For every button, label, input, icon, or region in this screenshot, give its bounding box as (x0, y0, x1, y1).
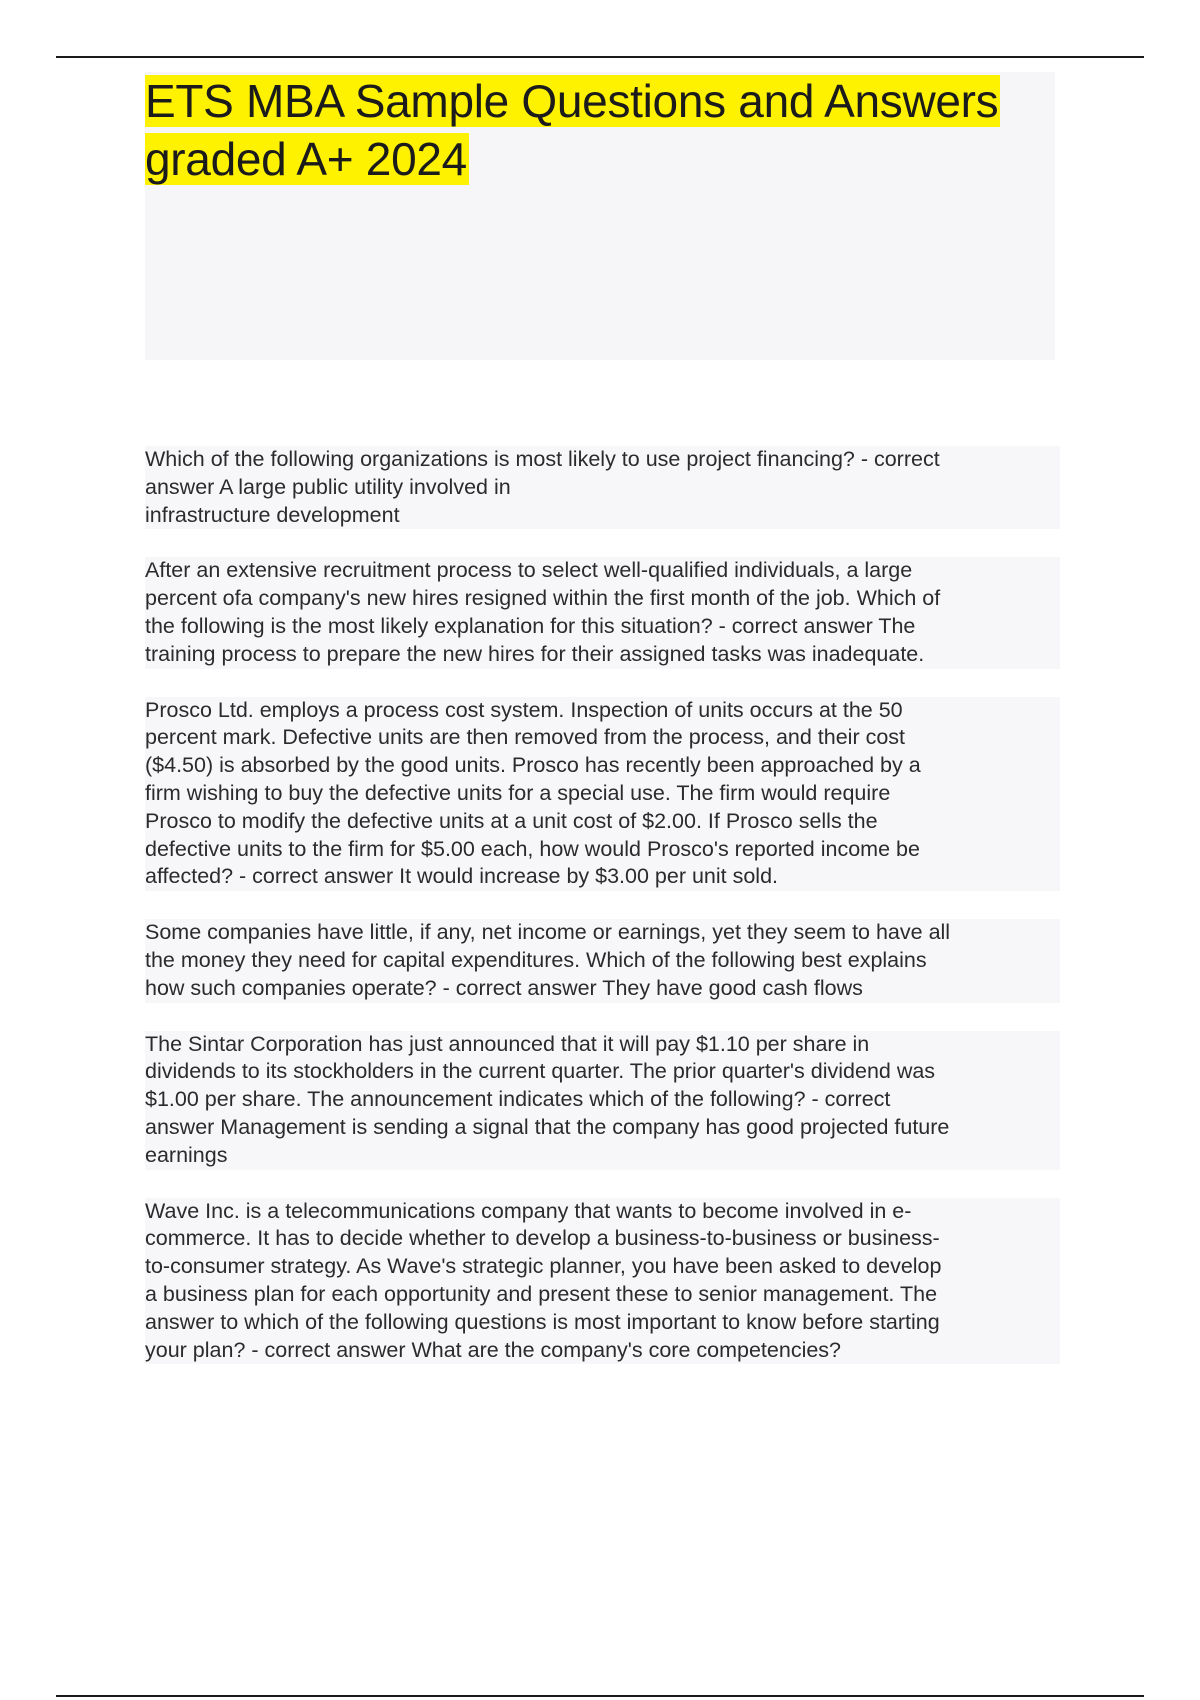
qa-line: Prosco Ltd. employs a process cost system. Inspection of units occurs at the 50 (145, 697, 903, 722)
qa-line: ($4.50) is absorbed by the good units. Prosco has recently been approached by a (145, 753, 921, 778)
qa-line: The Sintar Corporation has just announced that it will pay $1.10 per share in (145, 1031, 870, 1056)
qa-line: your plan? - correct answer What are the company's core competencies? (145, 1337, 842, 1362)
qa-line: earnings (145, 1142, 228, 1167)
qa-line: firm wishing to buy the defective units for a special use. The firm would require (145, 780, 891, 805)
qa-line: the money they need for capital expenditures. Which of the following best explains (145, 947, 927, 972)
document-title-line-2: graded A+ 2024 (145, 133, 467, 185)
qa-line: Wave Inc. is a telecommunications company that wants to become involved in e- (145, 1198, 912, 1223)
qa-line: Prosco to modify the defective units at a unit cost of $2.00. If Prosco sells the (145, 808, 878, 833)
qa-line: the following is the most likely explanation for this situation? - correct answer The (145, 613, 916, 638)
qa-list (145, 446, 1060, 1392)
qa-line: dividends to its stockholders in the current quarter. The prior quarter's dividend was (145, 1059, 936, 1084)
qa-line: training process to prepare the new hires for their assigned tasks was inadequate. (145, 641, 925, 666)
qa-line: a business plan for each opportunity and present these to senior management. The (145, 1281, 938, 1306)
top-rule (56, 56, 1144, 58)
bottom-rule (56, 1695, 1144, 1697)
qa-item-cash-flows (145, 919, 1060, 1002)
qa-line: percent ofa company's new hires resigned within the first month of the job. Which of (145, 586, 941, 611)
qa-line: After an extensive recruitment process to select well-qualified individuals, a large (145, 558, 913, 583)
qa-line: answer Management is sending a signal that the company has good projected future (145, 1114, 950, 1139)
qa-line: defective units to the firm for $5.00 each, how would Prosco's reported income be (145, 836, 920, 861)
qa-line: answer A large public utility involved in (145, 474, 511, 499)
qa-line: answer to which of the following questions is most important to know before starting (145, 1309, 940, 1334)
qa-line: how such companies operate? - correct answer They have good cash flows (145, 975, 863, 1000)
qa-item-wave (145, 1198, 1060, 1365)
title-block (145, 72, 1055, 360)
qa-line: Which of the following organizations is most likely to use project financing? - correct (145, 447, 940, 471)
qa-line: affected? - correct answer It would increase by $3.00 per unit sold. (145, 864, 779, 889)
qa-line: percent mark. Defective units are then removed from the process, and their cost (145, 725, 906, 750)
qa-line: Some companies have little, if any, net income or earnings, yet they seem to have all (145, 920, 951, 945)
qa-line: to-consumer strategy. As Wave's strategic planner, you have been asked to develop (145, 1254, 942, 1279)
qa-line: commerce. It has to decide whether to develop a business-to-business or business- (145, 1226, 940, 1251)
qa-item-prosco (145, 697, 1060, 892)
qa-line: infrastructure development (145, 502, 400, 527)
qa-item-project-financing (145, 446, 1060, 529)
qa-item-sintar (145, 1031, 1060, 1170)
document-title (145, 72, 1055, 188)
document-title-line-1: ETS MBA Sample Questions and Answers (145, 75, 999, 127)
qa-item-new-hires (145, 557, 1060, 668)
qa-line: $1.00 per share. The announcement indicates which of the following? - correct (145, 1087, 891, 1112)
